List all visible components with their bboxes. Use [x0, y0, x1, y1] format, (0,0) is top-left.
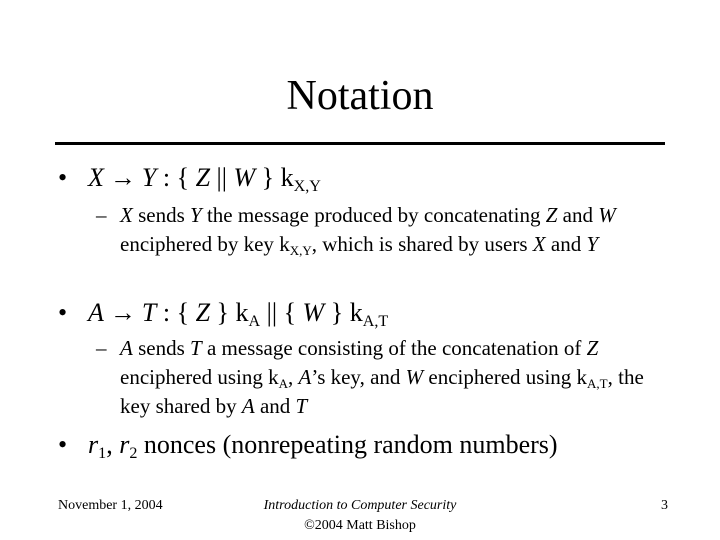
footer-copyright: ©2004 Matt Bishop: [304, 518, 416, 533]
key: $k_A$: [235, 298, 261, 330]
footer-course-title: Introduction to Computer Security: [263, 498, 457, 513]
dash-marker: –: [96, 203, 107, 227]
bullet-marker: •: [58, 163, 68, 192]
explanation-text: X sends Y the message produced by concatenating Z and W enciphered by key $k_{X,Y}$, which is shared by users X and Y: [120, 203, 621, 258]
sender: X: [88, 163, 104, 192]
footer-date: November 1, 2004: [58, 498, 163, 513]
footer-course: [0, 496, 720, 536]
sub-explanation-1: [96, 201, 676, 259]
explanation-text: A sends T a message consisting of the concatenation of Z enciphered using $k_A$, A’s key, and W enciphered using $k_{A,T}$, the key shared by A and T: [120, 336, 650, 418]
bullet-notation-1: • X → Y : { Z || W } $k_{X,Y}$: [58, 163, 321, 195]
receiver: Y: [141, 163, 157, 192]
bullet-marker: •: [58, 430, 68, 459]
bullet-notation-2: • A → T : { Z } $k_A$ || { W } $k_{A,T}$: [58, 298, 389, 330]
key: $k_{X,Y}$: [280, 163, 321, 195]
sub-explanation-2: [96, 334, 676, 421]
bullet-marker: •: [58, 298, 68, 327]
bullet-nonces: • $r_1$, $r_2$ nonces (nonrepeating random numbers): [58, 430, 558, 462]
dash-marker: –: [96, 336, 107, 360]
title-rule: [55, 142, 665, 145]
arrow-icon: →: [109, 163, 136, 192]
key: $k_{A,T}$: [349, 298, 389, 330]
arrow-icon: →: [109, 298, 136, 327]
slide-title: Notation: [286, 73, 434, 119]
footer-page-number: 3: [661, 498, 668, 513]
